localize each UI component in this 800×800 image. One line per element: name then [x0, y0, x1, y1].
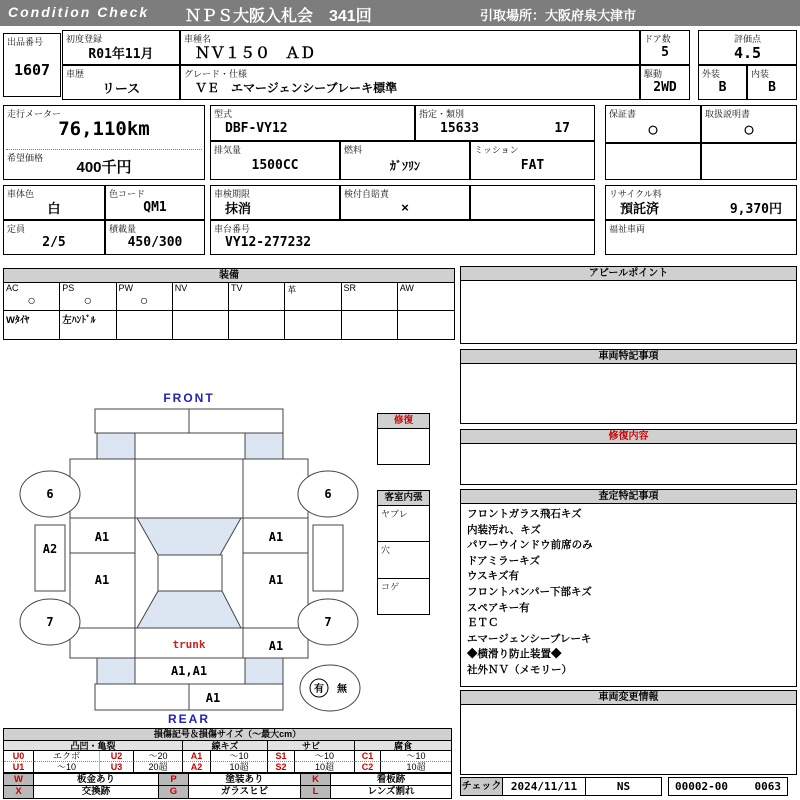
cabin-row-label: コゲ [381, 582, 400, 592]
equipment-table [3, 268, 455, 340]
model-code-label: 型式 [214, 109, 233, 119]
inspection-value: 抹消 [225, 201, 252, 216]
repair-mini-title: 修復 [378, 414, 429, 429]
repair-code: W [4, 774, 34, 786]
odometer-value: 76,110km [58, 117, 150, 140]
displacement-label: 排気量 [214, 145, 242, 155]
repair-desc: 板金あり [34, 774, 159, 786]
damage-size: 〜10 [295, 751, 355, 762]
legend-group: 腐食 [355, 741, 451, 751]
legend-group: 線キズ [183, 741, 268, 751]
odometer-label: 走行メーター [7, 109, 62, 119]
interior-grade-cell [747, 65, 797, 100]
repair-code: G [159, 786, 189, 798]
damage-mark: A2 [42, 542, 58, 556]
color-code-cell [105, 185, 205, 220]
repair-code: K [301, 774, 331, 786]
equipment-col-leather [285, 283, 341, 311]
change-info-panel [460, 690, 797, 775]
fuel-label: 燃料 [344, 145, 363, 155]
equipment-grid [4, 283, 454, 339]
auction-title: ＮＰＳ大阪入札会 341回 [185, 8, 372, 25]
model-name-value: ＮＶ１５０ ＡＤ [195, 45, 316, 62]
displacement-value: 1500CC [251, 158, 299, 173]
repair-code: X [4, 786, 34, 798]
lot-number-cell [3, 33, 61, 97]
document-number: 00002-00 [675, 780, 728, 793]
damage-mark: A1 [268, 573, 284, 587]
assessment-item: エマージェンシーブレーキ [467, 632, 592, 645]
warranty-cell [605, 105, 701, 143]
damage-code: C1 [355, 751, 381, 762]
assessment-item: 内装汚れ、キズ [467, 523, 541, 536]
divider [6, 149, 202, 150]
col-label: SR [343, 283, 357, 293]
col-label: AC [6, 283, 19, 293]
warranty-mark: ○ [648, 120, 658, 138]
damage-code: U0 [4, 751, 34, 762]
load-capacity-label: 積載量 [109, 224, 137, 234]
check-inspector-cell: NS [585, 777, 662, 796]
rear-label: REAR [167, 712, 210, 726]
cabin-row-label: ヤブレ [381, 509, 408, 519]
grade-label: グレード・仕様 [184, 69, 248, 79]
presence-ellipse [300, 665, 360, 711]
equipment-note-cell [4, 311, 60, 339]
damage-code: A1 [183, 751, 211, 762]
manual-label: 取扱説明書 [705, 109, 751, 119]
damage-size: エクボ [34, 751, 100, 762]
insurance-label: 検付自賠責 [344, 189, 390, 199]
left-sill [35, 525, 65, 591]
color-code-value: QM1 [143, 200, 167, 215]
equipment-note: 左ﾊﾝﾄﾞﾙ [62, 315, 96, 326]
cabin-row-burn [378, 579, 429, 615]
wheel-mark: 7 [324, 615, 332, 629]
pickup-location: 引取場所：大阪府泉大津市 [480, 8, 637, 23]
capacity-label: 定員 [7, 224, 26, 234]
check-label-cell: チェック [460, 777, 503, 796]
recycle-fee-label: リサイクル料 [609, 189, 662, 199]
legend-row [4, 751, 451, 762]
appeal-points-panel [460, 266, 797, 344]
cabin-row-tear [378, 506, 429, 542]
legend-row [4, 762, 451, 773]
assessment-item: ◆横滑り防止装置◆ [467, 648, 562, 661]
trunk-label: trunk [172, 638, 206, 651]
wheel-mark: 7 [46, 615, 54, 629]
cabin-row-hole [378, 542, 429, 579]
equipment-note-cell [342, 311, 398, 339]
damage-code: U2 [100, 751, 134, 762]
assessment-item: ドアミラーキズ [467, 554, 540, 567]
damage-code: A2 [183, 762, 211, 773]
damage-size: 20超 [134, 762, 183, 773]
front-label: FRONT [163, 391, 215, 405]
damage-mark: A1 [268, 639, 284, 653]
circle-mark: ○ [139, 292, 149, 308]
model-code-cell [210, 105, 415, 141]
col-label: AW [399, 283, 414, 293]
empty-cell [605, 143, 701, 180]
type-number: 15633 [440, 120, 480, 136]
wheel-mark: 6 [46, 487, 54, 501]
equipment-col-aw [398, 283, 454, 311]
type-class-cell [415, 105, 595, 141]
manual-mark: ○ [744, 120, 754, 138]
body-color-cell [3, 185, 105, 220]
displacement-cell [210, 141, 340, 180]
equipment-note-cell [285, 311, 341, 339]
repair-mini-box [377, 413, 430, 465]
damage-code: U1 [4, 762, 34, 773]
equipment-title: 装備 [4, 269, 454, 283]
legend-title: 損傷記号＆損傷サイズ（〜最大cm） [4, 729, 451, 741]
lot-number-label: 出品番号 [7, 37, 44, 47]
capacity-cell [3, 220, 105, 255]
repair-code-grid [4, 774, 451, 798]
repair-details-title: 修復内容 [461, 430, 796, 444]
exterior-grade-value: B [718, 80, 727, 95]
lot-number-value: 1607 [13, 61, 51, 79]
manual-cell [701, 105, 797, 143]
damage-legend-table [3, 728, 452, 773]
circle-mark: ○ [83, 292, 93, 308]
warranty-label: 保証書 [609, 109, 637, 119]
equipment-col-nv [173, 283, 229, 311]
legend-group: 凸凹・亀裂 [4, 741, 183, 751]
repair-desc: ガラスヒビ [189, 786, 301, 798]
rear-right-pillar [245, 658, 283, 684]
body-color-label: 車体色 [7, 189, 35, 199]
first-registration-cell [62, 30, 180, 65]
doors-cell [640, 30, 690, 65]
equipment-col-ac [4, 283, 60, 311]
history-cell [62, 65, 180, 100]
document-number-cell [668, 777, 788, 796]
damage-code: S1 [268, 751, 295, 762]
repair-code-table [3, 773, 452, 799]
presence-yes: 有 [314, 684, 324, 695]
assessment-notes-panel [460, 489, 797, 687]
check-date-cell: 2024/11/11 [502, 777, 586, 796]
repair-details-panel [460, 429, 797, 485]
class-number: 17 [554, 120, 570, 136]
doors-label: ドア数 [644, 34, 671, 44]
chassis-number-label: 車台番号 [214, 224, 251, 234]
damage-mark: A1 [94, 573, 110, 587]
equipment-note-cell [398, 311, 454, 339]
equipment-col-tv [229, 283, 285, 311]
interior-grade-label: 内装 [751, 69, 770, 79]
assessment-item: フロントガラス飛石キズ [467, 508, 582, 520]
drive-value: 2WD [653, 80, 677, 95]
damage-mark: A1 [205, 691, 221, 705]
col-label: NV [174, 283, 188, 293]
assessment-item: ＥＴＣ [467, 617, 499, 630]
col-label: PW [118, 283, 133, 293]
repair-desc: 交換跡 [34, 786, 159, 798]
first-registration-value: R01年11月 [88, 47, 154, 62]
interior-grade-value: B [768, 80, 776, 95]
assessment-notes-list [461, 504, 796, 682]
capacity-value: 2/5 [42, 235, 66, 250]
damage-size: 10超 [211, 762, 268, 773]
recycle-amount: 9,370円 [729, 202, 782, 217]
repair-code: P [159, 774, 189, 786]
chassis-number-cell [210, 220, 595, 255]
recycle-status: 預託済 [620, 201, 660, 216]
fuel-cell [340, 141, 470, 180]
chassis-number-value: VY12-277232 [225, 235, 312, 250]
vehicle-notes-panel [460, 349, 797, 424]
vehicle-notes-title: 車両特記事項 [461, 350, 796, 364]
type-class-label: 指定・類別 [419, 109, 465, 119]
inspection-cell [210, 185, 340, 220]
damage-code: C2 [355, 762, 381, 773]
model-name-cell [180, 30, 640, 65]
roof [158, 555, 222, 591]
odometer-price-cell [3, 105, 205, 180]
equipment-col-sr [342, 283, 398, 311]
repair-desc: レンズ割れ [367, 786, 415, 797]
empty-cell [701, 143, 797, 180]
assessment-item: スペアキー有 [467, 601, 530, 614]
equipment-col-pw [117, 283, 173, 311]
grade-value: ＶＥ エマージェンシーブレーキ標準 [195, 81, 398, 95]
document-page: 0063 [754, 780, 781, 793]
damage-mark: A1,A1 [170, 664, 208, 678]
welfare-vehicle-cell [605, 220, 797, 255]
equipment-note-cell [117, 311, 173, 339]
right-sill [313, 525, 343, 591]
circle-mark: ○ [27, 292, 36, 308]
assessment-item: フロントバンパー下部キズ [467, 585, 592, 598]
cabin-row-label: 穴 [381, 545, 391, 555]
wheel-mark: 6 [324, 487, 332, 501]
cabin-interior-title: 客室内張 [378, 491, 429, 506]
equipment-col-ps [60, 283, 116, 311]
repair-code: L [301, 786, 331, 798]
type-class-values [416, 116, 594, 140]
drive-cell [640, 65, 690, 100]
history-value: リース [101, 81, 141, 96]
repair-desc: 看板跡 [331, 774, 451, 786]
assessment-item: 社外ＮＶ（メモリー） [467, 663, 572, 676]
damage-size: 〜10 [381, 751, 451, 762]
inspection-label: 車検期限 [214, 189, 251, 199]
change-info-title: 車両変更情報 [461, 691, 796, 705]
doors-value: 5 [661, 45, 669, 60]
transmission-label: ミッション [474, 145, 519, 155]
damage-mark: A1 [268, 530, 284, 544]
header-bar [0, 0, 800, 26]
first-registration-label: 初度登録 [66, 34, 103, 44]
load-capacity-cell [105, 220, 205, 255]
transmission-value: FAT [520, 158, 545, 173]
price-label: 希望価格 [7, 153, 44, 163]
damage-mark: A1 [94, 530, 110, 544]
empty-cell [470, 185, 595, 220]
legend-group: サビ [268, 741, 355, 751]
insurance-cell [340, 185, 470, 220]
color-code-label: 色コード [109, 189, 146, 199]
equipment-note-cell [173, 311, 229, 339]
transmission-cell [470, 141, 595, 180]
recycle-fee-cell [605, 185, 797, 220]
front-left-pillar [97, 433, 135, 459]
history-label: 車歴 [66, 69, 85, 79]
appeal-points-title: アピールポイント [461, 267, 796, 281]
damage-code: S2 [268, 762, 295, 773]
col-label: 革 [287, 285, 297, 295]
score-cell [698, 30, 797, 65]
assessment-item: ウスキズ有 [467, 570, 519, 583]
fuel-value: ｶﾞｿﾘﾝ [389, 159, 420, 173]
damage-size: 〜10 [34, 762, 100, 773]
model-name-label: 車種名 [184, 34, 212, 44]
rear-left-pillar [97, 658, 135, 684]
load-capacity-value: 450/300 [127, 235, 183, 250]
insurance-mark: × [401, 200, 409, 215]
body-color-value: 白 [47, 201, 61, 216]
front-right-pillar [245, 433, 283, 459]
presence-no: 無 [337, 684, 347, 695]
assessment-notes-title: 査定特記事項 [461, 490, 796, 504]
equipment-note-cell [60, 311, 116, 339]
repair-desc: 塗装あり [189, 774, 301, 786]
cabin-interior-box [377, 490, 430, 615]
exterior-grade-label: 外装 [702, 69, 721, 79]
grade-cell [180, 65, 640, 100]
damage-size: 〜20 [134, 751, 183, 762]
welfare-vehicle-label: 福祉車両 [609, 224, 646, 234]
equipment-note-cell [229, 311, 285, 339]
equipment-note: Wﾀｲﾔ [6, 315, 30, 326]
drive-label: 駆動 [644, 69, 663, 79]
recycle-fee-values [606, 196, 796, 219]
legend-group-row [4, 741, 451, 751]
damage-size: 〜10 [211, 751, 268, 762]
col-label: PS [62, 283, 75, 293]
model-code-value: DBF-VY12 [225, 120, 288, 136]
damage-code: U3 [100, 762, 134, 773]
brand-logo: Condition Check [8, 4, 150, 20]
assessment-item: パワーウインドウ前席のみ [467, 539, 593, 552]
damage-size: 10超 [406, 761, 426, 772]
price-value: 400千円 [76, 159, 132, 176]
score-value: 4.5 [733, 43, 762, 62]
car-damage-diagram [0, 403, 375, 723]
col-label: TV [231, 283, 243, 293]
score-label: 評価点 [733, 34, 761, 44]
damage-size: 10超 [295, 762, 355, 773]
exterior-grade-cell [698, 65, 747, 100]
